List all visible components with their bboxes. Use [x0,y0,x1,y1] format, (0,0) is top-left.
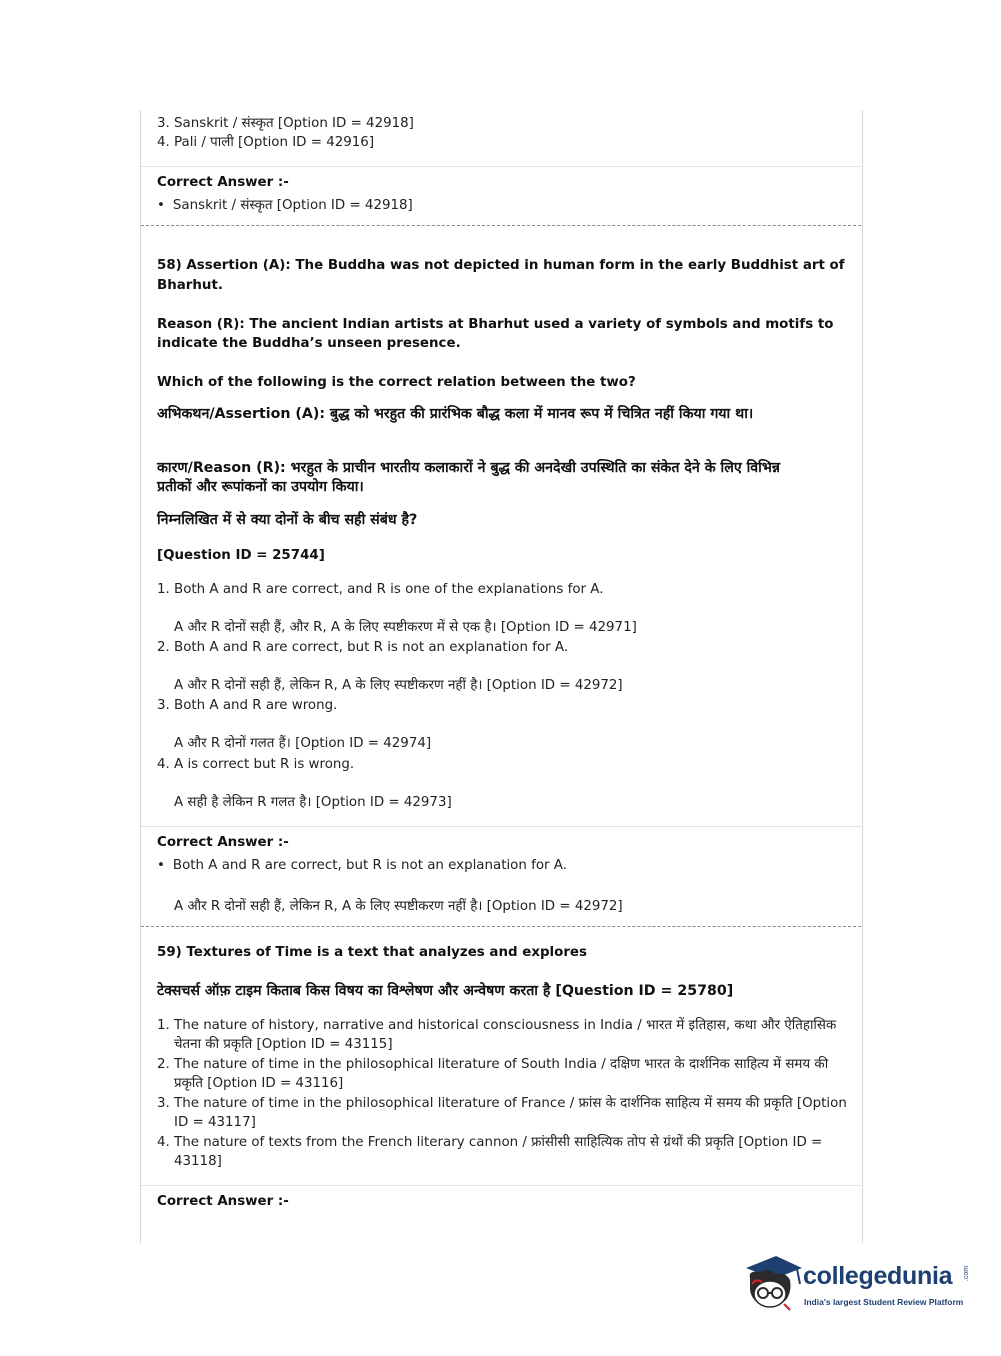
q58-correct-answer: • Both A and R are correct, but R is not an explanation for A. [157,856,567,875]
divider [141,826,861,827]
q59-correct-label: Correct Answer :- [157,1194,289,1209]
q58-reason-line-2: indicate the Buddha’s unseen presence. [157,336,461,351]
q58-reason-hindi-line-1: कारण/Reason (R): भरहुत के प्राचीन भारतीय कलाकारों ने बुद्ध की अनदेखी उपस्थिति का संकेत देने के लिए विभिन्न [157,460,780,476]
q59-option-3-line-2: ID = 43117] [174,1115,256,1130]
q58-option-2: 2. Both A and R are correct, but R is not an explanation for A. [157,640,569,655]
q57-correct-answer: • Sanskrit / संस्कृत [Option ID = 42918] [157,196,413,215]
q58-reason-hindi-line-2: प्रतीकों और रूपांकनों का उपयोग किया। [157,479,364,495]
question-separator [141,926,861,927]
divider [141,1185,861,1186]
q58-question-id: [Question ID = 25744] [157,548,325,563]
q58-option-4-hindi: A सही है लेकिन R गलत है। [Option ID = 42973] [174,795,452,810]
brand-domain: .com [963,1265,971,1282]
q59-option-1-line-2: चेतना की प्रकृति [Option ID = 43115] [174,1037,393,1052]
q58-assertion-line-1: 58) Assertion (A): The Buddha was not depicted in human form in the early Buddhist art of [157,258,845,273]
q58-question-hindi: निम्नलिखित में से क्या दोनों के बीच सही संबंध है? [157,512,418,528]
brand-tagline: India's largest Student Review Platform [804,1297,964,1307]
q59-option-4-line-2: 43118] [174,1154,222,1169]
q58-assertion-line-2: Bharhut. [157,278,223,293]
q59-question-en: 59) Textures of Time is a text that analyzes and explores [157,945,587,960]
q58-correct-label: Correct Answer :- [157,835,289,850]
q59-question-hindi: टेक्सचर्स ऑफ़ टाइम किताब किस विषय का विश्लेषण और अन्वेषण करता है [Question ID = 25780] [157,983,734,999]
q58-option-1: 1. Both A and R are correct, and R is one of the explanations for A. [157,582,604,597]
q58-assertion-hindi: अभिकथन/Assertion (A): बुद्ध को भरहुत की प्रारंभिक बौद्ध कला में मानव रूप में चित्रित नहीं किया गया था। [157,406,754,422]
q59-option-2-line-1: 2. The nature of time in the philosophical literature of South India / दक्षिण भारत के दार्शनिक साहित्य में समय की [157,1057,829,1072]
brand-name: collegedunia [803,1262,953,1290]
q57-correct-label: Correct Answer :- [157,175,289,190]
q58-option-2-hindi: A और R दोनों सही हैं, लेकिन R, A के लिए स्पष्टीकरण नहीं है। [Option ID = 42972] [174,678,623,693]
q59-option-4-line-1: 4. The nature of texts from the French literary cannon / फ्रांसीसी साहित्यिक तोप से ग्रंथों की प्रकृति [Option ID = [157,1135,823,1150]
q58-reason-line-1: Reason (R): The ancient Indian artists at Bharhut used a variety of symbols and motifs to [157,317,834,332]
q59-option-1-line-1: 1. The nature of history, narrative and historical consciousness in India / भारत में इतिहास, कथा और ऐतिहासिक [157,1018,837,1033]
divider [141,166,861,167]
q58-option-3: 3. Both A and R are wrong. [157,698,338,713]
q58-question-en: Which of the following is the correct relation between the two? [157,375,636,390]
q58-option-4: 4. A is correct but R is wrong. [157,757,355,772]
q57-option-3: 3. Sanskrit / संस्कृत [Option ID = 42918] [157,116,414,131]
question-separator [141,225,861,226]
q59-option-3-line-1: 3. The nature of time in the philosophical literature of France / फ्रांस के दार्शनिक साहित्य में समय की प्रकृति [Option [157,1096,847,1111]
q59-option-2-line-2: प्रकृति [Option ID = 43116] [174,1076,344,1091]
q58-option-3-hindi: A और R दोनों गलत हैं। [Option ID = 42974] [174,736,432,751]
q57-option-4: 4. Pali / पाली [Option ID = 42916] [157,135,375,150]
q58-option-1-hindi: A और R दोनों सही हैं, और R, A के लिए स्पष्टीकरण में से एक है। [Option ID = 42971] [174,620,637,635]
q58-correct-answer-hindi: A और R दोनों सही हैं, लेकिन R, A के लिए स्पष्टीकरण नहीं है। [Option ID = 42972] [174,899,623,914]
